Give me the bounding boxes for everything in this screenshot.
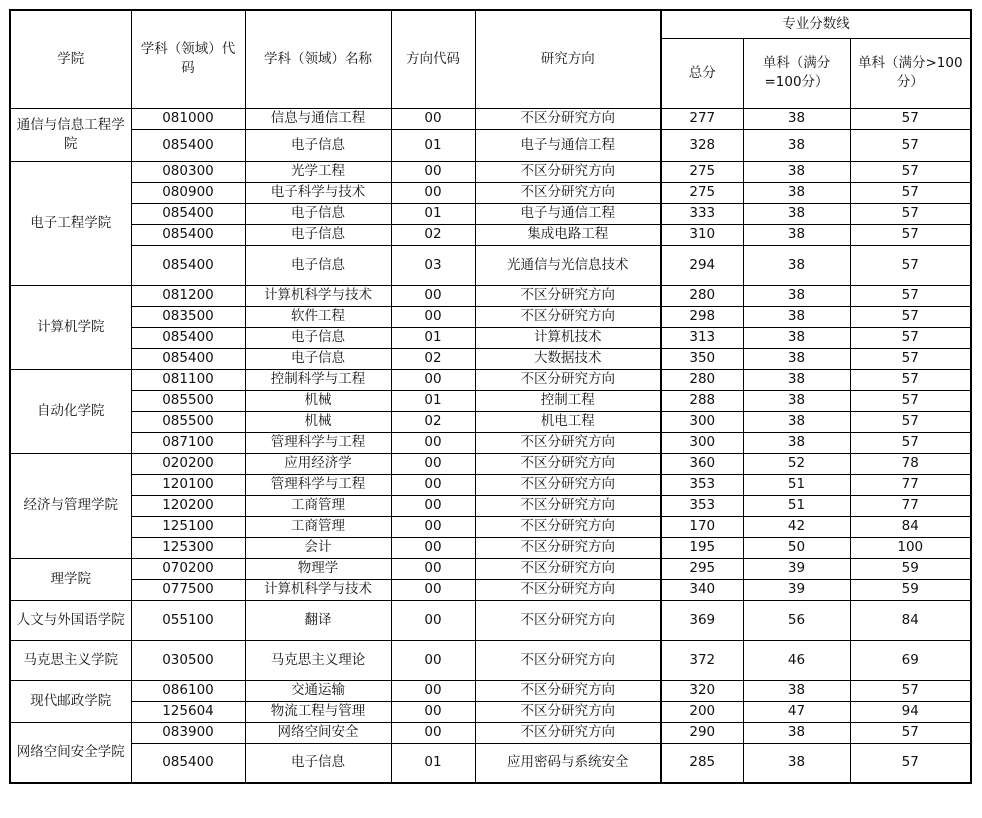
single-over-100-score-cell: 57	[850, 182, 971, 203]
single-100-score-cell: 38	[743, 161, 850, 182]
table-row	[10, 369, 971, 390]
college-cell: 马克思主义学院	[10, 640, 131, 680]
single-over-100-score-cell: 57	[850, 129, 971, 161]
subject-code-cell: 125100	[131, 516, 245, 537]
single-over-100-score-cell: 57	[850, 285, 971, 306]
subject-code-cell: 070200	[131, 558, 245, 579]
header-score-group: 专业分数线	[661, 10, 971, 38]
table-row	[10, 245, 971, 285]
subject-name-cell: 管理科学与工程	[245, 474, 391, 495]
research-direction-cell: 不区分研究方向	[475, 600, 661, 640]
subject-code-cell: 081100	[131, 369, 245, 390]
subject-name-cell: 物理学	[245, 558, 391, 579]
single-100-score-cell: 38	[743, 285, 850, 306]
single-over-100-score-cell: 57	[850, 348, 971, 369]
header-direction-code: 方向代码	[391, 10, 475, 108]
table-row	[10, 129, 971, 161]
table-row	[10, 495, 971, 516]
single-over-100-score-cell: 57	[850, 161, 971, 182]
subject-name-cell: 电子科学与技术	[245, 182, 391, 203]
single-100-score-cell: 38	[743, 108, 850, 129]
subject-name-cell: 工商管理	[245, 516, 391, 537]
research-direction-cell: 不区分研究方向	[475, 722, 661, 743]
subject-name-cell: 机械	[245, 390, 391, 411]
total-score-cell: 295	[661, 558, 743, 579]
single-over-100-score-cell: 94	[850, 701, 971, 722]
subject-code-cell: 085400	[131, 245, 245, 285]
header-total: 总分	[661, 38, 743, 108]
subject-name-cell: 工商管理	[245, 495, 391, 516]
research-direction-cell: 不区分研究方向	[475, 161, 661, 182]
subject-code-cell: 125300	[131, 537, 245, 558]
total-score-cell: 298	[661, 306, 743, 327]
research-direction-cell: 集成电路工程	[475, 224, 661, 245]
single-100-score-cell: 38	[743, 743, 850, 783]
single-over-100-score-cell: 59	[850, 579, 971, 600]
score-line-table	[9, 9, 972, 784]
total-score-cell: 328	[661, 129, 743, 161]
single-100-score-cell: 38	[743, 390, 850, 411]
single-over-100-score-cell: 84	[850, 600, 971, 640]
single-over-100-score-cell: 57	[850, 369, 971, 390]
subject-name-cell: 电子信息	[245, 129, 391, 161]
direction-code-cell: 00	[391, 285, 475, 306]
single-over-100-score-cell: 69	[850, 640, 971, 680]
direction-code-cell: 00	[391, 579, 475, 600]
subject-code-cell: 083500	[131, 306, 245, 327]
total-score-cell: 280	[661, 285, 743, 306]
college-cell: 经济与管理学院	[10, 453, 131, 558]
subject-name-cell: 电子信息	[245, 348, 391, 369]
college-cell: 电子工程学院	[10, 161, 131, 285]
direction-code-cell: 01	[391, 203, 475, 224]
single-100-score-cell: 38	[743, 411, 850, 432]
subject-code-cell: 125604	[131, 701, 245, 722]
research-direction-cell: 不区分研究方向	[475, 680, 661, 701]
single-100-score-cell: 56	[743, 600, 850, 640]
single-over-100-score-cell: 57	[850, 411, 971, 432]
direction-code-cell: 00	[391, 600, 475, 640]
research-direction-cell: 不区分研究方向	[475, 453, 661, 474]
single-100-score-cell: 52	[743, 453, 850, 474]
direction-code-cell: 00	[391, 701, 475, 722]
single-over-100-score-cell: 57	[850, 743, 971, 783]
table-row	[10, 600, 971, 640]
total-score-cell: 360	[661, 453, 743, 474]
single-100-score-cell: 38	[743, 432, 850, 453]
single-over-100-score-cell: 57	[850, 680, 971, 701]
total-score-cell: 340	[661, 579, 743, 600]
subject-name-cell: 控制科学与工程	[245, 369, 391, 390]
total-score-cell: 353	[661, 495, 743, 516]
subject-code-cell: 081200	[131, 285, 245, 306]
direction-code-cell: 01	[391, 129, 475, 161]
subject-code-cell: 120200	[131, 495, 245, 516]
college-cell: 人文与外国语学院	[10, 600, 131, 640]
subject-name-cell: 会计	[245, 537, 391, 558]
single-100-score-cell: 50	[743, 537, 850, 558]
table-row	[10, 306, 971, 327]
direction-code-cell: 02	[391, 348, 475, 369]
single-100-score-cell: 38	[743, 722, 850, 743]
single-100-score-cell: 42	[743, 516, 850, 537]
table-row	[10, 348, 971, 369]
direction-code-cell: 00	[391, 680, 475, 701]
single-over-100-score-cell: 57	[850, 108, 971, 129]
college-cell: 计算机学院	[10, 285, 131, 369]
total-score-cell: 170	[661, 516, 743, 537]
single-over-100-score-cell: 57	[850, 306, 971, 327]
header-research-direction: 研究方向	[475, 10, 661, 108]
college-cell: 理学院	[10, 558, 131, 600]
single-100-score-cell: 38	[743, 327, 850, 348]
total-score-cell: 313	[661, 327, 743, 348]
total-score-cell: 195	[661, 537, 743, 558]
subject-name-cell: 翻译	[245, 600, 391, 640]
subject-code-cell: 081000	[131, 108, 245, 129]
single-100-score-cell: 38	[743, 680, 850, 701]
table-row	[10, 579, 971, 600]
direction-code-cell: 02	[391, 224, 475, 245]
single-100-score-cell: 38	[743, 203, 850, 224]
direction-code-cell: 00	[391, 453, 475, 474]
subject-name-cell: 电子信息	[245, 224, 391, 245]
research-direction-cell: 电子与通信工程	[475, 129, 661, 161]
single-over-100-score-cell: 57	[850, 224, 971, 245]
direction-code-cell: 00	[391, 306, 475, 327]
single-over-100-score-cell: 57	[850, 432, 971, 453]
college-cell: 现代邮政学院	[10, 680, 131, 722]
subject-name-cell: 网络空间安全	[245, 722, 391, 743]
subject-name-cell: 光学工程	[245, 161, 391, 182]
single-over-100-score-cell: 100	[850, 537, 971, 558]
single-100-score-cell: 38	[743, 224, 850, 245]
subject-code-cell: 085400	[131, 203, 245, 224]
single-over-100-score-cell: 57	[850, 390, 971, 411]
subject-name-cell: 电子信息	[245, 327, 391, 348]
table-row	[10, 453, 971, 474]
table-row	[10, 432, 971, 453]
subject-name-cell: 应用经济学	[245, 453, 391, 474]
direction-code-cell: 01	[391, 390, 475, 411]
table-row	[10, 327, 971, 348]
subject-code-cell: 020200	[131, 453, 245, 474]
single-100-score-cell: 38	[743, 369, 850, 390]
total-score-cell: 320	[661, 680, 743, 701]
research-direction-cell: 不区分研究方向	[475, 182, 661, 203]
subject-name-cell: 软件工程	[245, 306, 391, 327]
direction-code-cell: 00	[391, 182, 475, 203]
single-100-score-cell: 38	[743, 348, 850, 369]
single-over-100-score-cell: 78	[850, 453, 971, 474]
total-score-cell: 275	[661, 161, 743, 182]
research-direction-cell: 不区分研究方向	[475, 640, 661, 680]
research-direction-cell: 大数据技术	[475, 348, 661, 369]
direction-code-cell: 00	[391, 474, 475, 495]
subject-code-cell: 077500	[131, 579, 245, 600]
single-100-score-cell: 38	[743, 129, 850, 161]
subject-code-cell: 085500	[131, 390, 245, 411]
header-subject-code: 学科（领域）代码	[131, 10, 245, 108]
subject-name-cell: 管理科学与工程	[245, 432, 391, 453]
total-score-cell: 285	[661, 743, 743, 783]
total-score-cell: 294	[661, 245, 743, 285]
research-direction-cell: 不区分研究方向	[475, 432, 661, 453]
table-row	[10, 640, 971, 680]
research-direction-cell: 不区分研究方向	[475, 474, 661, 495]
college-cell: 自动化学院	[10, 369, 131, 453]
subject-name-cell: 计算机科学与技术	[245, 579, 391, 600]
table-row	[10, 390, 971, 411]
direction-code-cell: 00	[391, 537, 475, 558]
header-single-100: 单科（满分=100分）	[743, 38, 850, 108]
total-score-cell: 277	[661, 108, 743, 129]
table-row	[10, 474, 971, 495]
direction-code-cell: 00	[391, 161, 475, 182]
research-direction-cell: 控制工程	[475, 390, 661, 411]
research-direction-cell: 应用密码与系统安全	[475, 743, 661, 783]
table-row	[10, 161, 971, 182]
research-direction-cell: 不区分研究方向	[475, 108, 661, 129]
header-college: 学院	[10, 10, 131, 108]
single-100-score-cell: 39	[743, 579, 850, 600]
direction-code-cell: 03	[391, 245, 475, 285]
subject-code-cell: 085400	[131, 348, 245, 369]
subject-code-cell: 120100	[131, 474, 245, 495]
research-direction-cell: 不区分研究方向	[475, 516, 661, 537]
total-score-cell: 350	[661, 348, 743, 369]
single-over-100-score-cell: 57	[850, 722, 971, 743]
subject-name-cell: 交通运输	[245, 680, 391, 701]
total-score-cell: 200	[661, 701, 743, 722]
subject-code-cell: 080900	[131, 182, 245, 203]
single-100-score-cell: 47	[743, 701, 850, 722]
total-score-cell: 369	[661, 600, 743, 640]
single-100-score-cell: 38	[743, 182, 850, 203]
subject-name-cell: 计算机科学与技术	[245, 285, 391, 306]
direction-code-cell: 00	[391, 558, 475, 579]
table-row	[10, 182, 971, 203]
single-over-100-score-cell: 57	[850, 327, 971, 348]
single-over-100-score-cell: 57	[850, 245, 971, 285]
direction-code-cell: 00	[391, 516, 475, 537]
total-score-cell: 280	[661, 369, 743, 390]
single-100-score-cell: 46	[743, 640, 850, 680]
total-score-cell: 288	[661, 390, 743, 411]
single-over-100-score-cell: 57	[850, 203, 971, 224]
table-row	[10, 701, 971, 722]
research-direction-cell: 电子与通信工程	[475, 203, 661, 224]
table-body	[10, 108, 971, 783]
total-score-cell: 275	[661, 182, 743, 203]
research-direction-cell: 不区分研究方向	[475, 285, 661, 306]
direction-code-cell: 00	[391, 432, 475, 453]
table-row	[10, 558, 971, 579]
direction-code-cell: 00	[391, 495, 475, 516]
subject-name-cell: 电子信息	[245, 245, 391, 285]
direction-code-cell: 00	[391, 640, 475, 680]
table-row	[10, 224, 971, 245]
subject-code-cell: 083900	[131, 722, 245, 743]
subject-code-cell: 086100	[131, 680, 245, 701]
subject-name-cell: 马克思主义理论	[245, 640, 391, 680]
table-row	[10, 680, 971, 701]
research-direction-cell: 不区分研究方向	[475, 306, 661, 327]
table-row	[10, 516, 971, 537]
research-direction-cell: 计算机技术	[475, 327, 661, 348]
header-single-over-100: 单科（满分>100分）	[850, 38, 971, 108]
subject-code-cell: 087100	[131, 432, 245, 453]
research-direction-cell: 不区分研究方向	[475, 369, 661, 390]
single-over-100-score-cell: 59	[850, 558, 971, 579]
single-100-score-cell: 38	[743, 245, 850, 285]
research-direction-cell: 不区分研究方向	[475, 579, 661, 600]
total-score-cell: 333	[661, 203, 743, 224]
research-direction-cell: 不区分研究方向	[475, 495, 661, 516]
research-direction-cell: 不区分研究方向	[475, 537, 661, 558]
research-direction-cell: 光通信与光信息技术	[475, 245, 661, 285]
research-direction-cell: 不区分研究方向	[475, 558, 661, 579]
single-100-score-cell: 39	[743, 558, 850, 579]
total-score-cell: 300	[661, 432, 743, 453]
direction-code-cell: 01	[391, 327, 475, 348]
direction-code-cell: 00	[391, 108, 475, 129]
research-direction-cell: 机电工程	[475, 411, 661, 432]
single-100-score-cell: 51	[743, 495, 850, 516]
subject-name-cell: 信息与通信工程	[245, 108, 391, 129]
subject-name-cell: 电子信息	[245, 743, 391, 783]
subject-name-cell: 物流工程与管理	[245, 701, 391, 722]
table-row	[10, 203, 971, 224]
college-cell: 通信与信息工程学院	[10, 108, 131, 161]
direction-code-cell: 00	[391, 722, 475, 743]
table-row	[10, 722, 971, 743]
subject-code-cell: 085500	[131, 411, 245, 432]
direction-code-cell: 01	[391, 743, 475, 783]
single-100-score-cell: 38	[743, 306, 850, 327]
table-row	[10, 285, 971, 306]
college-cell: 网络空间安全学院	[10, 722, 131, 783]
direction-code-cell: 02	[391, 411, 475, 432]
subject-name-cell: 机械	[245, 411, 391, 432]
total-score-cell: 372	[661, 640, 743, 680]
subject-code-cell: 085400	[131, 224, 245, 245]
single-over-100-score-cell: 77	[850, 474, 971, 495]
table-row	[10, 108, 971, 129]
direction-code-cell: 00	[391, 369, 475, 390]
table-row	[10, 743, 971, 783]
header-subject-name: 学科（领域）名称	[245, 10, 391, 108]
table-row	[10, 411, 971, 432]
single-over-100-score-cell: 84	[850, 516, 971, 537]
subject-code-cell: 030500	[131, 640, 245, 680]
subject-code-cell: 055100	[131, 600, 245, 640]
research-direction-cell: 不区分研究方向	[475, 701, 661, 722]
subject-code-cell: 085400	[131, 129, 245, 161]
single-over-100-score-cell: 77	[850, 495, 971, 516]
subject-code-cell: 085400	[131, 327, 245, 348]
single-100-score-cell: 51	[743, 474, 850, 495]
subject-code-cell: 080300	[131, 161, 245, 182]
total-score-cell: 300	[661, 411, 743, 432]
total-score-cell: 290	[661, 722, 743, 743]
total-score-cell: 310	[661, 224, 743, 245]
table-row	[10, 537, 971, 558]
subject-code-cell: 085400	[131, 743, 245, 783]
total-score-cell: 353	[661, 474, 743, 495]
subject-name-cell: 电子信息	[245, 203, 391, 224]
